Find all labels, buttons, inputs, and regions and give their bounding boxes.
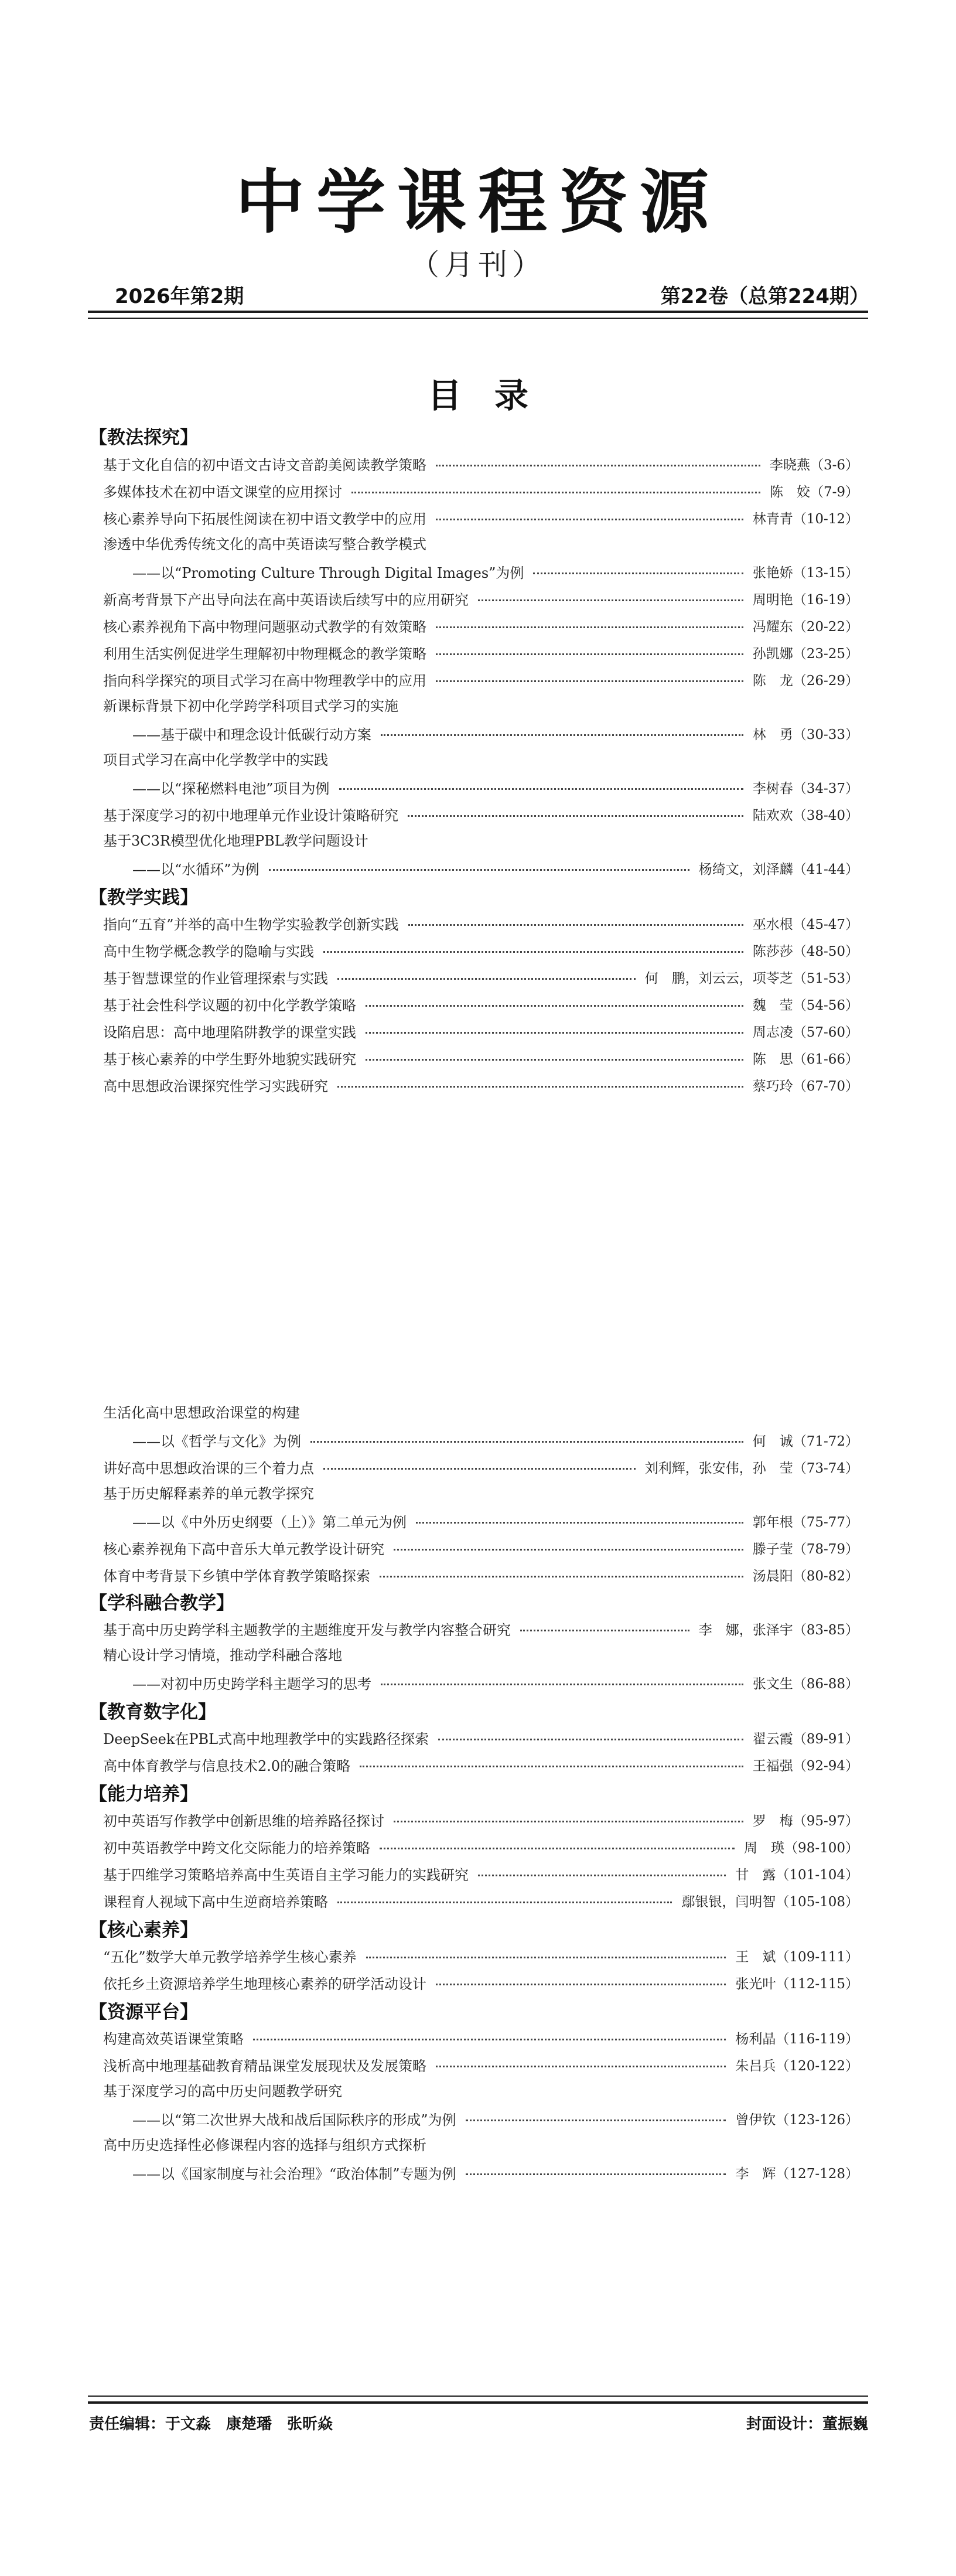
toc-entry[interactable]: [103, 1615, 859, 1642]
toc-entry[interactable]: [103, 2051, 859, 2078]
entry-pages: （75-77）: [793, 1514, 859, 1530]
toc-entry[interactable]: [132, 558, 859, 585]
entry-pages: （86-88）: [793, 1676, 859, 1692]
toc-entry[interactable]: [103, 450, 859, 477]
cover-design-credit: 封面设计：董振巍: [746, 2415, 868, 2433]
leader-dots: [436, 680, 743, 682]
entry-title: 指向“五育”并举的高中生物学实验教学创新实践: [103, 916, 399, 933]
leader-dots: [466, 2173, 726, 2175]
entry-subtitle: ——以《中外历史纲要（上）》第二单元为例: [132, 1514, 407, 1531]
entry-title: 多媒体技术在初中语文课堂的应用探讨: [103, 483, 342, 500]
entry-subtitle: ——基于碳中和理念设计低碳行动方案: [132, 726, 371, 743]
entry-title[interactable]: 生活化高中思想政治课堂的构建: [103, 1405, 300, 1421]
entry-pages: （83-85）: [793, 1622, 859, 1638]
toc-entry[interactable]: [132, 1669, 859, 1696]
section-heading: 【资源平台】: [89, 2002, 198, 2023]
toc-entry[interactable]: [132, 720, 859, 747]
toc-entry[interactable]: [103, 1806, 859, 1833]
entry-author: 杨利晶: [735, 2031, 776, 2047]
leader-dots: [394, 1549, 743, 1551]
entry-title: 基于深度学习的初中地理单元作业设计策略研究: [103, 807, 398, 824]
entry-subtitle: ——以《国家制度与社会治理》“政治体制”专题为例: [132, 2165, 456, 2182]
toc-entry[interactable]: [103, 612, 859, 639]
entry-pages: （127-128）: [776, 2166, 859, 2182]
toc-entry[interactable]: [103, 963, 859, 990]
entry-pages: （92-94）: [793, 1758, 859, 1774]
entry-author: 孙凯娜: [752, 646, 793, 662]
entry-pages: （123-126）: [776, 2112, 859, 2128]
entry-subtitle: ——以“水循环”为例: [132, 861, 260, 878]
entry-author: 刘利辉，张安伟，孙 莹: [644, 1460, 793, 1476]
leader-dots: [339, 788, 743, 790]
section-heading: 【核心素养】: [89, 1920, 198, 1941]
entry-pages: （57-60）: [793, 1024, 859, 1040]
entry-author: 陈 姣: [769, 484, 810, 500]
entry-pages: （61-66）: [793, 1051, 859, 1067]
leader-dots: [416, 1522, 743, 1524]
leader-dots: [436, 1984, 726, 1985]
entry-pages: （71-72）: [793, 1433, 859, 1449]
entry-pages: （3-6）: [810, 457, 859, 473]
entry-author: 陆欢欢: [752, 807, 793, 823]
entry-title: 核心素养导向下拓展性阅读在初中语文教学中的应用: [103, 510, 426, 527]
leader-dots: [269, 869, 689, 871]
leader-dots: [310, 1441, 743, 1443]
toc-entry[interactable]: [103, 1534, 859, 1561]
leader-dots: [436, 2066, 726, 2067]
entry-author: 王 斌: [735, 1949, 776, 1965]
toc-entry[interactable]: [103, 936, 859, 963]
entry-title: 讲好高中思想政治课的三个着力点: [103, 1460, 314, 1477]
entry-author: 王福强: [752, 1758, 793, 1774]
entry-author: 周 瑛: [744, 1840, 785, 1856]
toc-entry[interactable]: [103, 477, 859, 504]
entry-title: 核心素养视角下高中物理问题驱动式教学的有效策略: [103, 618, 426, 635]
entry-pages: （10-12）: [793, 511, 859, 527]
section-heading: 【教育数字化】: [89, 1702, 216, 1723]
toc-entry[interactable]: [103, 990, 859, 1017]
entry-author: 郭年根: [752, 1514, 793, 1530]
entry-title: DeepSeek在PBL式高中地理教学中的实践路径探索: [103, 1730, 429, 1747]
entry-author: 何 鹏，刘云云，项苓芝: [644, 970, 793, 986]
entry-pages: （89-91）: [793, 1731, 859, 1747]
entry-title[interactable]: 基于历史解释素养的单元教学探究: [103, 1485, 314, 1502]
entry-subtitle: ——以“Promoting Culture Through Digital Images”为例: [132, 564, 524, 581]
leader-dots: [394, 1821, 743, 1822]
section-heading: 【教学实践】: [89, 887, 198, 908]
leader-dots: [381, 1684, 743, 1685]
entry-author: 张文生: [752, 1676, 793, 1692]
entry-author: 朱吕兵: [735, 2058, 776, 2074]
toc-entry[interactable]: [103, 666, 859, 693]
entry-title: 高中体育教学与信息技术2.0的融合策略: [103, 1757, 351, 1774]
footer-rule-thin: [88, 2396, 868, 2397]
entry-subtitle: ——以《哲学与文化》为例: [132, 1433, 301, 1450]
entry-title: 基于核心素养的中学生野外地貌实践研究: [103, 1051, 356, 1068]
entry-author: 汤晨阳: [752, 1568, 793, 1584]
entry-title: 体育中考背景下乡镇中学体育教学策略探索: [103, 1568, 370, 1585]
entry-title: 利用生活实例促进学生理解初中物理概念的教学策略: [103, 645, 426, 662]
entry-title[interactable]: 渗透中华优秀传统文化的高中英语读写整合教学模式: [103, 536, 426, 553]
leader-dots: [366, 1059, 743, 1061]
entry-subtitle: ——对初中历史跨学科主题学习的思考: [132, 1675, 371, 1692]
entry-pages: （105-108）: [776, 1894, 859, 1910]
entry-pages: （26-29）: [793, 673, 859, 689]
entry-author: 李树春: [752, 781, 793, 796]
journal-title: 中学课程资源: [235, 161, 721, 243]
entry-pages: （7-9）: [810, 484, 859, 500]
entry-title: “五化”数学大单元教学培养学生核心素养: [103, 1948, 357, 1965]
toc-entry[interactable]: [132, 1507, 859, 1534]
entry-author: 周明艳: [752, 592, 793, 608]
leader-dots: [466, 2120, 726, 2121]
leader-dots: [253, 2039, 726, 2040]
entry-author: 冯耀东: [752, 619, 793, 635]
header-rule-thin: [88, 318, 868, 319]
toc-entry[interactable]: [103, 1071, 859, 1098]
entry-subtitle: ——以“探秘燃料电池”项目为例: [132, 780, 330, 797]
toc-entry[interactable]: [103, 800, 859, 827]
section-heading: 【能力培养】: [89, 1784, 198, 1805]
toc-entry[interactable]: [103, 1887, 859, 1914]
entry-pages: （16-19）: [793, 592, 859, 608]
leader-dots: [380, 1576, 743, 1577]
leader-dots: [408, 815, 743, 817]
entry-title: 核心素养视角下高中音乐大单元教学设计研究: [103, 1541, 384, 1558]
entry-title: 高中思想政治课探究性学习实践研究: [103, 1078, 328, 1095]
leader-dots: [478, 1875, 726, 1876]
entry-author: 李晓燕: [769, 457, 810, 473]
entry-subtitle: ——以“第二次世界大战和战后国际秩序的形成”为例: [132, 2111, 456, 2128]
entry-pages: （78-79）: [793, 1541, 859, 1557]
entry-title[interactable]: 基于3C3R模型优化地理PBL教学问题设计: [103, 833, 368, 849]
entry-pages: （112-115）: [776, 1976, 859, 1992]
entry-author: 滕子莹: [752, 1541, 793, 1557]
entry-pages: （80-82）: [793, 1568, 859, 1584]
leader-dots: [337, 1902, 672, 1903]
toc-entry[interactable]: [103, 585, 859, 612]
entry-pages: （73-74）: [793, 1460, 859, 1476]
leader-dots: [436, 519, 743, 520]
entry-author: 杨绮文，刘泽麟: [698, 861, 793, 877]
entry-title: 浅析高中地理基础教育精品课堂发展现状及发展策略: [103, 2057, 426, 2074]
entry-title[interactable]: 基于深度学习的高中历史问题教学研究: [103, 2083, 342, 2100]
entry-author: 甘 露: [735, 1867, 776, 1883]
entry-author: 陈 龙: [752, 673, 793, 689]
entry-author: 周志凌: [752, 1024, 793, 1040]
entry-pages: （13-15）: [793, 565, 859, 581]
entry-pages: （109-111）: [776, 1949, 859, 1965]
toc-entry[interactable]: [103, 504, 859, 531]
issue-number: 2026年第2期: [115, 285, 244, 308]
entry-pages: （48-50）: [793, 943, 859, 959]
entry-pages: （41-44）: [793, 861, 859, 877]
entry-pages: （51-53）: [793, 970, 859, 986]
toc-entry[interactable]: [103, 2024, 859, 2051]
entry-author: 李 辉: [735, 2166, 776, 2182]
leader-dots: [380, 1848, 735, 1849]
toc-title: 目录: [427, 376, 561, 415]
toc-entry[interactable]: [103, 1860, 859, 1887]
entry-pages: （67-70）: [793, 1078, 859, 1094]
entry-pages: （98-100）: [784, 1840, 859, 1856]
entry-author: 翟云霞: [752, 1731, 793, 1747]
toc-entry[interactable]: [132, 854, 859, 881]
entry-author: 张光叶: [735, 1976, 776, 1992]
entry-title: 基于四维学习策略培养高中生英语自主学习能力的实践研究: [103, 1866, 469, 1883]
entry-author: 李 娜，张泽宇: [698, 1622, 793, 1638]
entry-pages: （34-37）: [793, 781, 859, 796]
toc-entry[interactable]: [132, 1426, 859, 1453]
leader-dots: [366, 1005, 743, 1007]
entry-author: 魏 莹: [752, 997, 793, 1013]
entry-pages: （20-22）: [793, 619, 859, 635]
entry-author: 曾伊钦: [735, 2112, 776, 2128]
entry-author: 鄢银银，闫明智: [681, 1894, 776, 1910]
entry-pages: （38-40）: [793, 807, 859, 823]
toc-entry[interactable]: [103, 909, 859, 936]
leader-dots: [533, 573, 743, 574]
leader-dots: [366, 1032, 743, 1034]
entry-title[interactable]: 项目式学习在高中化学教学中的实践: [103, 752, 328, 768]
leader-dots: [438, 1739, 743, 1740]
toc-entry[interactable]: [132, 2159, 859, 2186]
leader-dots: [478, 599, 743, 601]
leader-dots: [360, 1766, 743, 1767]
leader-dots: [323, 951, 743, 953]
entry-title: 新高考背景下产出导向法在高中英语读后续写中的应用研究: [103, 591, 469, 608]
leader-dots: [366, 1957, 726, 1958]
entry-title: 指向科学探究的项目式学习在高中物理教学中的应用: [103, 672, 426, 689]
footer-rule-thick: [88, 2401, 868, 2404]
entry-title[interactable]: 精心设计学习情境，推动学科融合落地: [103, 1647, 342, 1664]
volume-number: 第22卷（总第224期）: [660, 285, 869, 308]
toc-entry[interactable]: [103, 1942, 859, 1969]
leader-dots: [408, 924, 743, 926]
leader-dots: [436, 653, 743, 655]
entry-author: 蔡巧玲: [752, 1078, 793, 1094]
entry-pages: （95-97）: [793, 1813, 859, 1829]
section-heading: 【学科融合教学】: [89, 1593, 234, 1614]
toc-entry[interactable]: [103, 1561, 859, 1588]
editors-credit: 责任编辑：于文淼 康楚璠 张昕焱: [89, 2415, 333, 2433]
entry-author: 张艳娇: [752, 565, 793, 581]
entry-title: 高中生物学概念教学的隐喻与实践: [103, 943, 314, 960]
leader-dots: [381, 734, 743, 736]
entry-author: 何 诚: [752, 1433, 793, 1449]
toc-entry[interactable]: [103, 1751, 859, 1778]
entry-title: 初中英语教学中跨文化交际能力的培养策略: [103, 1839, 370, 1856]
toc-entry[interactable]: [103, 1969, 859, 1996]
toc-entry[interactable]: [132, 2105, 859, 2132]
entry-title: 设陷启思：高中地理陷阱教学的课堂实践: [103, 1024, 356, 1041]
leader-dots: [337, 978, 636, 980]
leader-dots: [436, 465, 760, 466]
toc-entry[interactable]: [103, 1044, 859, 1071]
entry-pages: （101-104）: [776, 1867, 859, 1883]
entry-title: 构建高效英语课堂策略: [103, 2030, 244, 2047]
leader-dots: [436, 626, 743, 628]
entry-title: 基于智慧课堂的作业管理探索与实践: [103, 970, 328, 987]
toc-entry[interactable]: [103, 1453, 859, 1480]
toc-entry[interactable]: [103, 1724, 859, 1751]
toc-entry[interactable]: [103, 1017, 859, 1044]
leader-dots: [323, 1468, 636, 1470]
entry-title: 基于文化自信的初中语文古诗文音韵美阅读教学策略: [103, 456, 426, 473]
header-rule-thick: [88, 311, 868, 313]
leader-dots: [337, 1086, 743, 1088]
toc-entry[interactable]: [103, 1833, 859, 1860]
entry-pages: （23-25）: [793, 646, 859, 662]
entry-title: 课程育人视域下高中生逆商培养策略: [103, 1893, 328, 1910]
entry-author: 陈 思: [752, 1051, 793, 1067]
entry-pages: （116-119）: [776, 2031, 859, 2047]
journal-frequency: （月刊）: [410, 248, 546, 282]
entry-title[interactable]: 新课标背景下初中化学跨学科项目式学习的实施: [103, 698, 398, 714]
section-heading: 【教法探究】: [89, 427, 198, 448]
leader-dots: [520, 1630, 689, 1631]
entry-title: 基于高中历史跨学科主题教学的主题维度开发与教学内容整合研究: [103, 1621, 511, 1638]
entry-author: 巫水根: [752, 916, 793, 932]
entry-title: 依托乡土资源培养学生地理核心素养的研学活动设计: [103, 1975, 426, 1992]
entry-title: 初中英语写作教学中创新思维的培养路径探讨: [103, 1812, 384, 1829]
entry-pages: （30-33）: [793, 727, 859, 742]
entry-author: 林 勇: [752, 727, 793, 742]
entry-pages: （45-47）: [793, 916, 859, 932]
entry-title[interactable]: 高中历史选择性必修课程内容的选择与组织方式探析: [103, 2137, 426, 2154]
entry-author: 陈莎莎: [752, 943, 793, 959]
toc-entry[interactable]: [132, 774, 859, 800]
entry-pages: （120-122）: [776, 2058, 859, 2074]
entry-author: 罗 梅: [752, 1813, 793, 1829]
entry-title: 基于社会性科学议题的初中化学教学策略: [103, 997, 356, 1014]
leader-dots: [351, 492, 760, 493]
toc-entry[interactable]: [103, 639, 859, 666]
entry-author: 林青青: [752, 511, 793, 527]
entry-pages: （54-56）: [793, 997, 859, 1013]
